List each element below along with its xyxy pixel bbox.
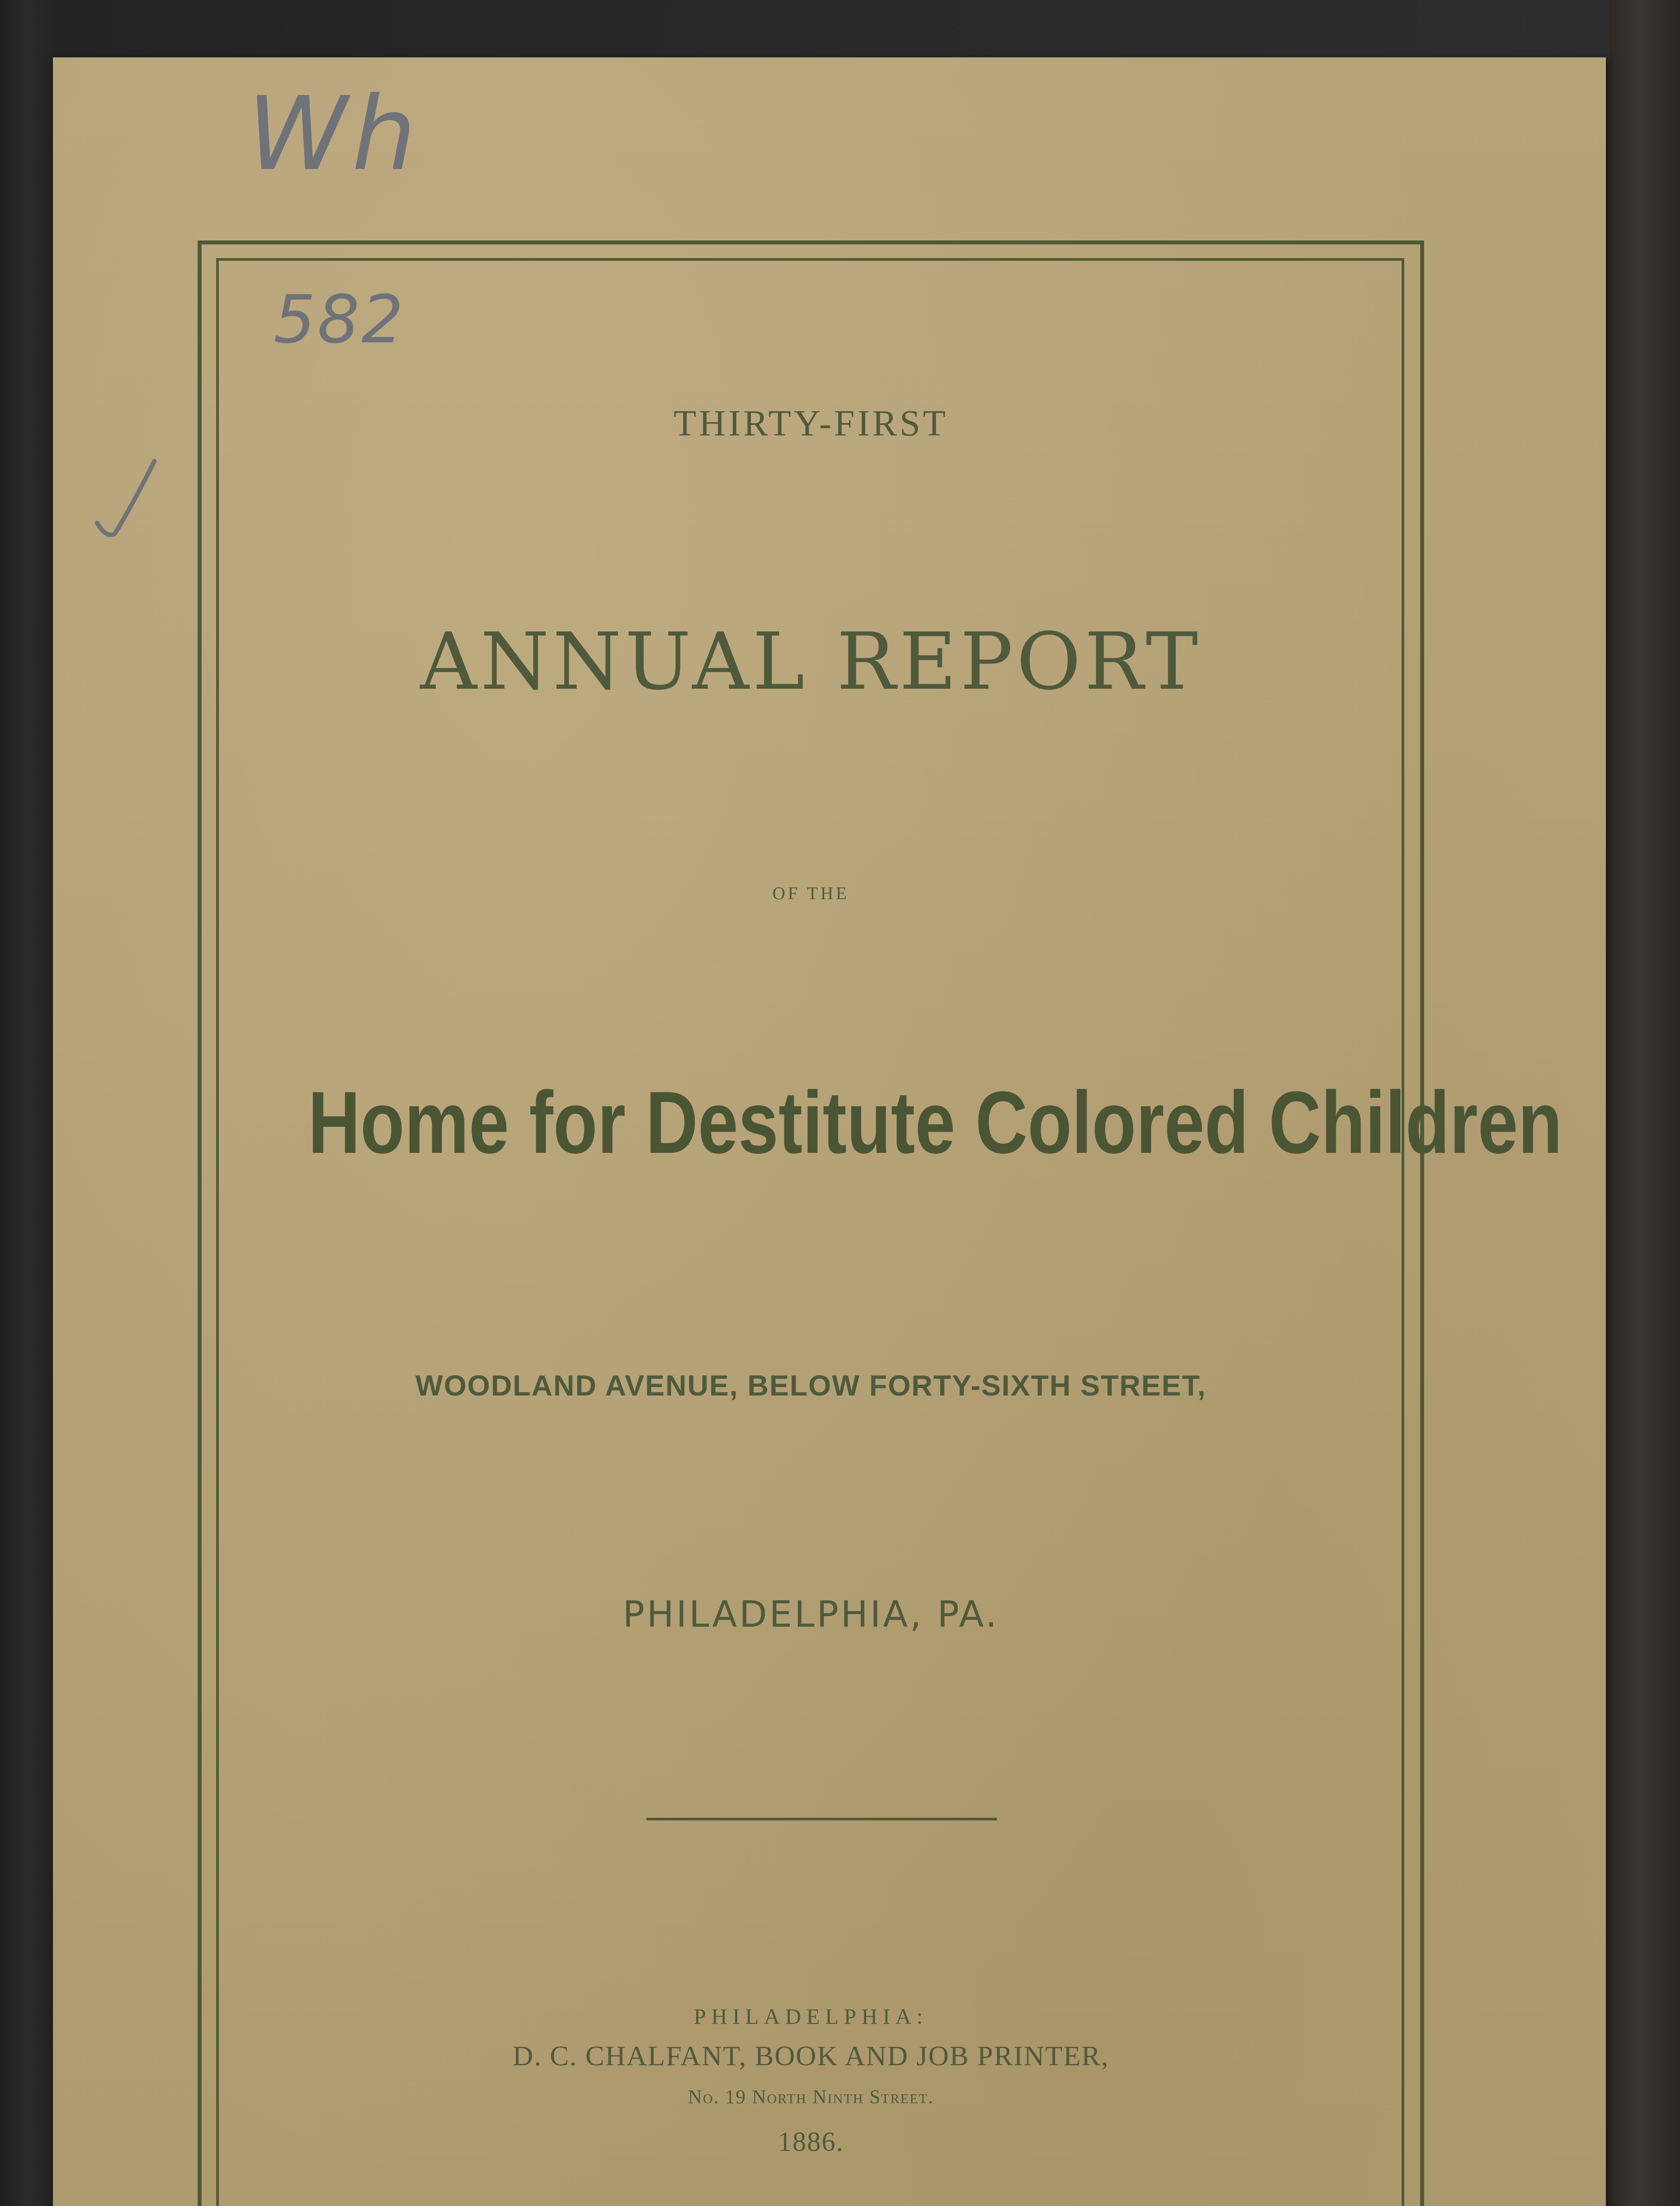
inner-border-frame xyxy=(216,258,1563,2206)
edition-label: THIRTY-FIRST xyxy=(673,403,949,444)
handwritten-number: 582 xyxy=(274,281,405,358)
of-the-label: OF THE xyxy=(772,883,850,903)
publication-year: 1886. xyxy=(778,2127,844,2157)
imprint-place: PHILADELPHIA: xyxy=(694,2004,928,2029)
report-title: ANNUAL REPORT xyxy=(420,616,1202,707)
city-state: PHILADELPHIA, PA. xyxy=(622,1594,999,1636)
printer-name: D. C. CHALFANT, BOOK AND JOB PRINTER, xyxy=(513,2040,1109,2071)
divider-rule xyxy=(646,1818,997,1820)
printer-address: No. 19 North Ninth Street. xyxy=(688,2086,934,2108)
handwritten-shelfmark: Wh xyxy=(247,75,421,193)
binding-edge xyxy=(1609,0,1680,2206)
check-mark-icon xyxy=(88,457,159,545)
institution-name: Home for Destitute Colored Children xyxy=(308,1073,1563,1172)
street-address: WOODLAND AVENUE, BELOW FORTY-SIXTH STREET, xyxy=(415,1369,1207,1402)
